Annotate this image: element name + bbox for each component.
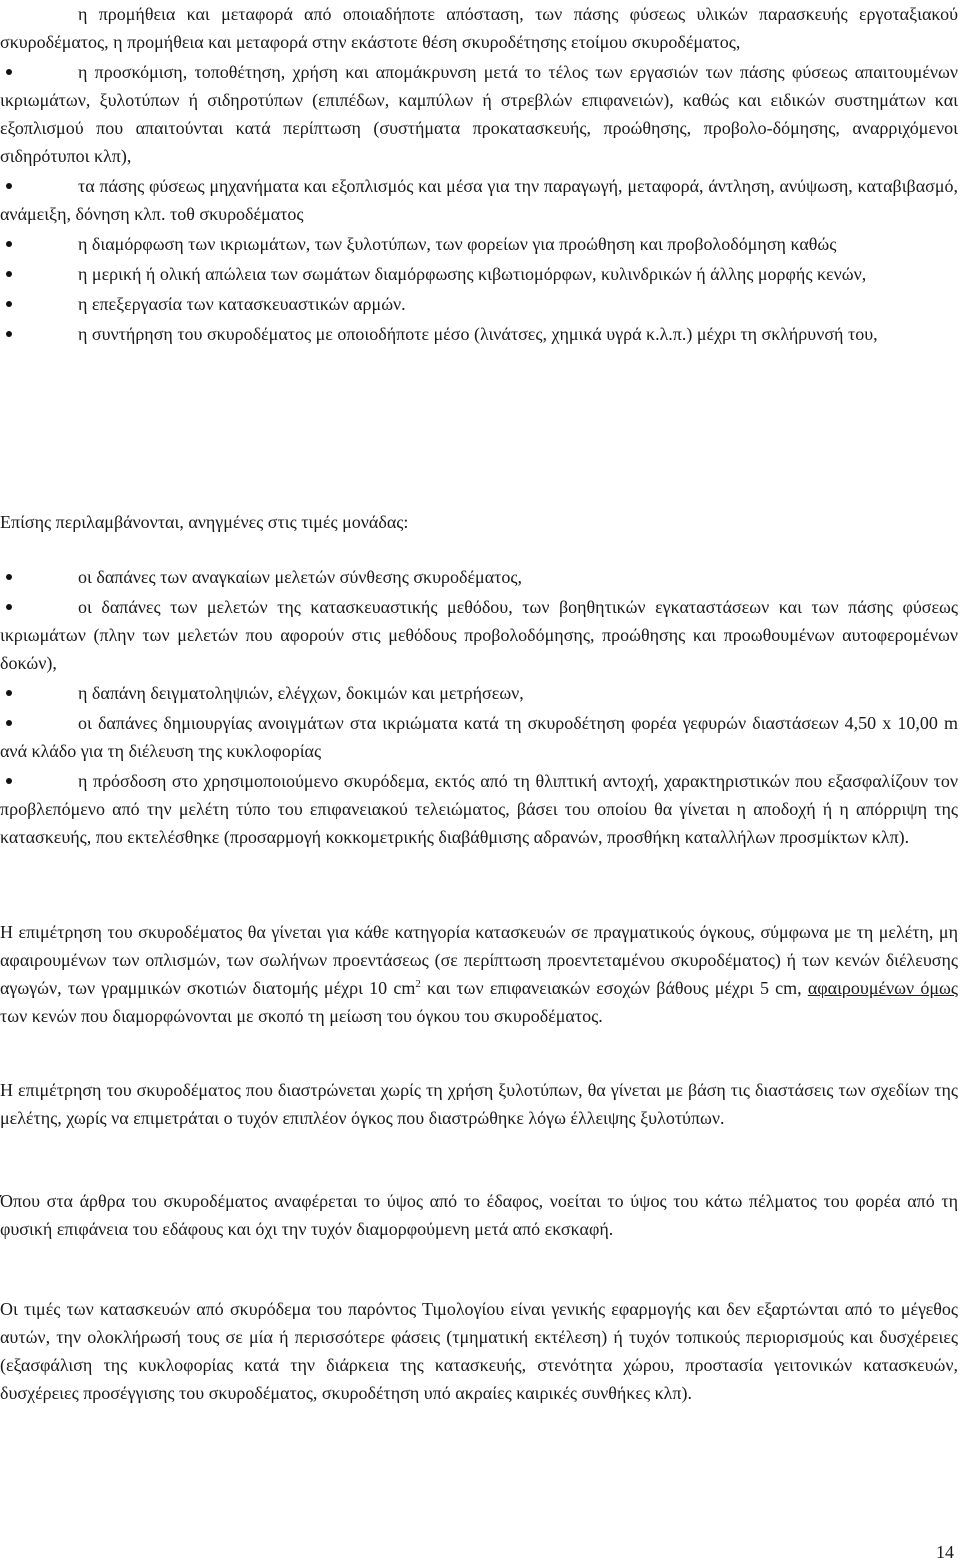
list-item [0,290,958,318]
list-item-text: η μερική ή ολική απώλεια των σωμάτων διαμόρφωσης κιβωτιομόρφων, κυλινδρικών ή άλλης μορφής κενών, [78,264,867,284]
list-item [0,260,958,288]
list-item-text: οι δαπάνες των μελετών της κατασκευαστικής μεθόδου, των βοηθητικών εγκαταστάσεων και των πάσης φύσεως ικριωμάτων (πλην των μελετών που αφορούν στις μεθόδους προβολοδόμησης, προώθησης και προωθουμένων αυτοφερομένων δοκών), [0,597,958,673]
prices-paragraph: Οι τιμές των κατασκευών από σκυρόδεμα του παρόντος Τιμολογίου είναι γενικής εφαρμογής και δεν εξαρτώνται από το μέγεθος αυτών, την ολοκλήρωσή τους σε μία ή περισσότερε φάσεις (τμηματική εκτέλεση) ή τυχόν τοπικούς περιορισμούς και δυσχέρειες (εξασφάλιση της κυκλοφορίας κατά την διάρκεια της κατασκευής, στενότητα χώρου, προστασία γειτονικών κατασκευών, δυσχέρειες προσέγγισης του σκυροδέματος, σκυροδέτηση υπό ακραίες καιρικές συνθήκες κλπ). [0,1299,958,1403]
list-item [0,172,958,228]
list-item [0,709,958,765]
list-item [0,230,958,258]
list-item-text: η προμήθεια και μεταφορά από οποιαδήποτε απόσταση, των πάσης φύσεως υλικών παρασκευής εργοταξιακού σκυροδέματος, η προμήθεια και μεταφορά στην εκάστοτε θέση σκυροδέτησης ετοίμου σκυροδέματος, [0,4,958,52]
list-item [0,563,958,591]
list-item [0,58,958,170]
list-item-text: η δαπάνη δειγματοληψιών, ελέγχων, δοκιμών και μετρήσεων, [78,683,524,703]
list-item [0,679,958,707]
underlined-text: αφαιρουμένων όμως [807,978,958,998]
page-number: 14 [936,1542,954,1562]
formwork-paragraph: Η επιμέτρηση του σκυροδέματος που διαστρώνεται χωρίς τη χρήση ξυλοτύπων, θα γίνεται με βάση τις διαστάσεις των σχεδίων της μελέτης, χωρίς να επιμετράται ο τυχόν επιπλέον όγκος που διαστρώθηκε λόγω έλλειψης ξυλοτύπων. [0,1080,958,1128]
bullet-icon [6,778,12,784]
bullet-icon [6,720,12,726]
list-item [0,0,958,56]
list-item [0,320,958,348]
bullet-icon [6,69,12,75]
measurement-paragraph: Η επιμέτρηση του σκυροδέματος θα γίνεται για κάθε κατηγορία κατασκευών σε πραγματικούς όγκους, σύμφωνα με τη μελέτη, μη αφαιρουμένων των οπλισμών, των σωλήνων προεντάσεως (σε περίπτωση προεντεταμένου σκυροδέματος) ή των κενών διέλευσης αγωγών, των γραμμικών σκοτιών διατομής μέχρι 10 $cm^2$ και των επιφανειακών εσοχών βάθους μέχρι 5 cm, αφαιρουμένων όμως των κενών που διαμορφώνονται με σκοπό τη μείωση του όγκου του σκυροδέματος. [0,922,958,1026]
list-item-text: η επεξεργασία των κατασκευαστικών αρμών. [78,294,406,314]
bullet-icon [6,241,12,247]
list-item [0,593,958,677]
list-item-text: η πρόσδοση στο χρησιμοποιούμενο σκυρόδεμα, εκτός από τη θλιπτική αντοχή, χαρακτηριστικών που εξασφαλίζουν τον προβλεπόμενο από την μελέτη τύπο του επιφανειακού τελειώματος, βάσει του οποίου θα γίνεται η αποδοχή ή η απόρριψη της κατασκευής, που εκτελέσθηκε (προσαρμογή κοκκομετρικής διαβάθμισης αδρανών, προσθήκη καταλλήλων προσμίκτων κλπ). [0,771,958,847]
list-item [0,767,958,851]
height-paragraph: Όπου στα άρθρα του σκυροδέματος αναφέρεται το ύψος από το έδαφος, νοείται το ύψος του κάτω πέλματος του φορέα από τη φυσική επιφάνεια του εδάφους και όχι την τυχόν διαμορφούμενη μετά από εκσκαφή. [0,1191,958,1239]
bullet-icon [6,271,12,277]
bullet-icon [6,604,12,610]
bullet-icon [6,331,12,337]
bullet-icon [6,690,12,696]
list-item-text: οι δαπάνες των αναγκαίων μελετών σύνθεσης σκυροδέματος, [78,567,522,587]
intro-paragraph: Επίσης περιλαμβάνονται, ανηγμένες στις τιμές μονάδας: [0,512,409,532]
list-item-text: η προσκόμιση, τοποθέτηση, χρήση και απομάκρυνση μετά το τέλος των εργασιών των πάσης φύσεως απαιτουμένων ικριωμάτων, ξυλοτύπων ή σιδηροτύπων (επιπέδων, καμπύλων ή στρεβλών επιφανειών), καθώς και ειδικών συστημάτων και εξοπλισμού που απαιτούνται κατά περίπτωση (συστήματα προκατασκευής, προώθησης, προβολο-δόμησης, αναρριχόμενοι σιδηρότυποι κλπ), [0,62,958,166]
bullet-icon [6,183,12,189]
bullet-list-2 [0,563,958,851]
list-item-text: οι δαπάνες δημιουργίας ανοιγμάτων στα ικριώματα κατά τη σκυροδέτηση φορέα γεφυρών διαστάσεων 4,50 x 10,00 m ανά κλάδο για τη διέλευση της κυκλοφορίας [0,713,958,761]
bullet-icon [6,574,12,580]
bullet-list-1 [0,0,958,348]
list-item-text: η συντήρηση του σκυροδέματος με οποιοδήποτε μέσο (λινάτσες, χημικά υγρά κ.λ.π.) μέχρι τη σκλήρυνσή του, [78,324,878,344]
list-item-text: τα πάσης φύσεως μηχανήματα και εξοπλισμός και μέσα για την παραγωγή, μεταφορά, άντληση, ανύψωση, καταβιβασμό, ανάμειξη, δόνηση κλπ. τοθ σκυροδέματος [0,176,958,224]
bullet-icon [6,301,12,307]
list-item-text: η διαμόρφωση των ικριωμάτων, των ξυλοτύπων, των φορείων για προώθηση και προβολοδόμηση καθώς [78,234,837,254]
